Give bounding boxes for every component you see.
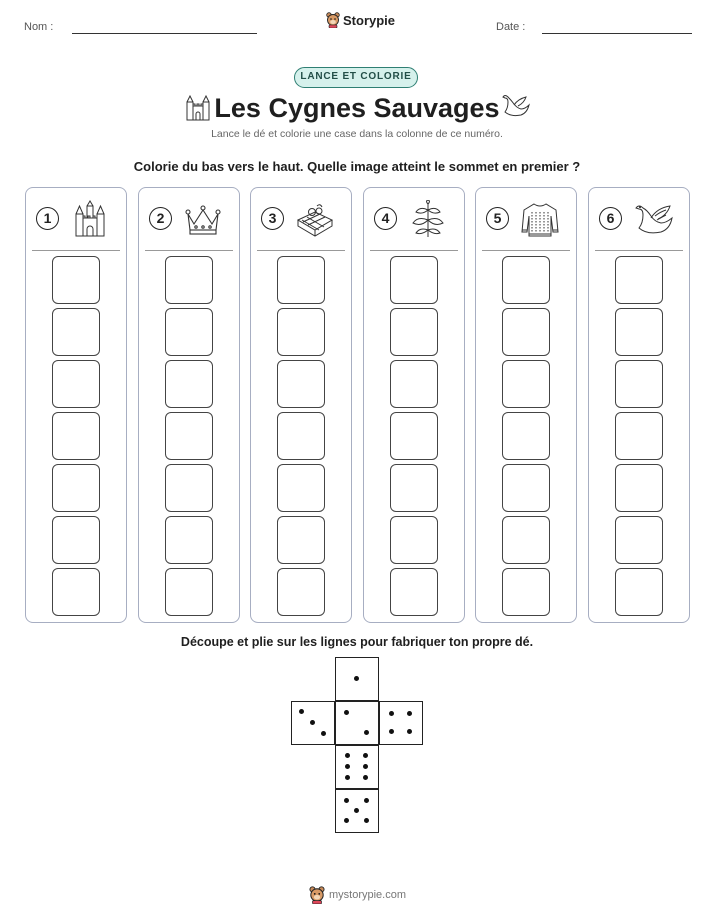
color-cell[interactable] xyxy=(502,464,550,512)
die-pip xyxy=(344,710,349,715)
die-instruction: Découpe et plie sur les lignes pour fabriquer ton propre dé. xyxy=(180,635,534,649)
date-label: Date : xyxy=(496,21,526,33)
color-cell[interactable] xyxy=(52,412,100,460)
color-cell[interactable] xyxy=(615,256,663,304)
color-cell[interactable] xyxy=(615,360,663,408)
column-divider xyxy=(257,250,345,251)
die-pip xyxy=(310,720,315,725)
color-cell[interactable] xyxy=(277,412,325,460)
name-label: Nom : xyxy=(24,21,54,33)
column-header xyxy=(251,188,351,251)
color-cell[interactable] xyxy=(277,516,325,564)
brand-logo xyxy=(326,12,395,28)
color-cell[interactable] xyxy=(502,360,550,408)
color-cell[interactable] xyxy=(390,516,438,564)
column-number: 6 xyxy=(599,207,622,230)
die-pip xyxy=(364,818,369,823)
color-cell[interactable] xyxy=(277,568,325,616)
color-cell[interactable] xyxy=(165,568,213,616)
color-cell[interactable] xyxy=(52,308,100,356)
color-cell[interactable] xyxy=(52,256,100,304)
column-divider xyxy=(595,250,683,251)
color-cell[interactable] xyxy=(390,412,438,460)
color-cell[interactable] xyxy=(502,568,550,616)
color-cell[interactable] xyxy=(502,516,550,564)
date-line[interactable] xyxy=(542,33,692,34)
die-face-4[interactable] xyxy=(379,701,423,745)
color-cell[interactable] xyxy=(52,568,100,616)
column-5 xyxy=(475,187,577,623)
color-cell[interactable] xyxy=(390,256,438,304)
column-2 xyxy=(138,187,240,623)
column-3 xyxy=(250,187,352,623)
die-pip xyxy=(345,753,350,758)
color-cell[interactable] xyxy=(615,308,663,356)
column-divider xyxy=(145,250,233,251)
die-pip xyxy=(389,711,394,716)
die-pip xyxy=(344,818,349,823)
die-face-3[interactable] xyxy=(291,701,335,745)
die-pip xyxy=(345,775,350,780)
column-number: 5 xyxy=(486,207,509,230)
die-face-6[interactable] xyxy=(335,745,379,789)
die-pip xyxy=(344,798,349,803)
die-pip xyxy=(363,753,368,758)
die-pip xyxy=(299,709,304,714)
color-cell[interactable] xyxy=(502,308,550,356)
color-cell[interactable] xyxy=(165,516,213,564)
color-cell[interactable] xyxy=(502,256,550,304)
castle-icon xyxy=(184,92,212,122)
color-cell[interactable] xyxy=(277,464,325,512)
color-cell[interactable] xyxy=(52,464,100,512)
color-cell[interactable] xyxy=(390,308,438,356)
color-cell[interactable] xyxy=(615,568,663,616)
color-cell[interactable] xyxy=(165,256,213,304)
swan-icon xyxy=(633,200,673,238)
subtitle: Lance le dé et colorie une case dans la colonne de ce numéro. xyxy=(211,128,503,140)
column-number: 1 xyxy=(36,207,59,230)
color-cell[interactable] xyxy=(165,360,213,408)
color-cell[interactable] xyxy=(165,308,213,356)
die-pip xyxy=(363,764,368,769)
die-pip xyxy=(364,730,369,735)
instruction-text: Colorie du bas vers le haut. Quelle image atteint le sommet en premier ? xyxy=(133,159,581,174)
die-face-1[interactable] xyxy=(335,657,379,701)
die-pip xyxy=(321,731,326,736)
basket-icon xyxy=(295,200,335,238)
name-line[interactable] xyxy=(72,33,257,34)
column-1 xyxy=(25,187,127,623)
castle-icon xyxy=(70,200,110,238)
page-title: Les Cygnes Sauvages xyxy=(214,93,500,123)
die-face-5[interactable] xyxy=(335,789,379,833)
color-cell[interactable] xyxy=(277,308,325,356)
column-number: 2 xyxy=(149,207,172,230)
column-divider xyxy=(32,250,120,251)
column-divider xyxy=(370,250,458,251)
color-cell[interactable] xyxy=(277,360,325,408)
nettle-plant-icon xyxy=(408,200,448,238)
brand-name: Storypie xyxy=(343,12,396,28)
color-cell[interactable] xyxy=(615,516,663,564)
color-cell[interactable] xyxy=(277,256,325,304)
swan-icon xyxy=(500,91,532,121)
color-cell[interactable] xyxy=(615,412,663,460)
color-cell[interactable] xyxy=(165,412,213,460)
die-pip xyxy=(389,729,394,734)
column-header xyxy=(139,188,239,251)
column-4 xyxy=(363,187,465,623)
die-pip xyxy=(354,808,359,813)
color-cell[interactable] xyxy=(615,464,663,512)
color-cell[interactable] xyxy=(165,464,213,512)
die-pip xyxy=(407,729,412,734)
sweater-icon xyxy=(520,200,560,238)
color-cell[interactable] xyxy=(390,360,438,408)
column-header xyxy=(589,188,689,251)
column-6 xyxy=(588,187,690,623)
color-cell[interactable] xyxy=(52,360,100,408)
color-cell[interactable] xyxy=(390,464,438,512)
die-pip xyxy=(407,711,412,716)
color-cell[interactable] xyxy=(52,516,100,564)
footer-url[interactable]: mystorypie.com xyxy=(329,889,407,901)
die-pip xyxy=(354,676,359,681)
column-header xyxy=(364,188,464,251)
crown-icon xyxy=(183,200,223,238)
activity-badge: LANCE ET COLORIE xyxy=(294,67,418,88)
bear-mascot-icon xyxy=(309,886,325,904)
column-header xyxy=(26,188,126,251)
column-header xyxy=(476,188,576,251)
die-pip xyxy=(363,775,368,780)
column-divider xyxy=(482,250,570,251)
column-number: 4 xyxy=(374,207,397,230)
color-cell[interactable] xyxy=(502,412,550,460)
die-face-2[interactable] xyxy=(335,701,379,745)
bear-mascot-icon xyxy=(326,12,340,28)
footer xyxy=(309,886,406,904)
color-cell[interactable] xyxy=(390,568,438,616)
die-pip xyxy=(364,798,369,803)
column-number: 3 xyxy=(261,207,284,230)
die-pip xyxy=(345,764,350,769)
